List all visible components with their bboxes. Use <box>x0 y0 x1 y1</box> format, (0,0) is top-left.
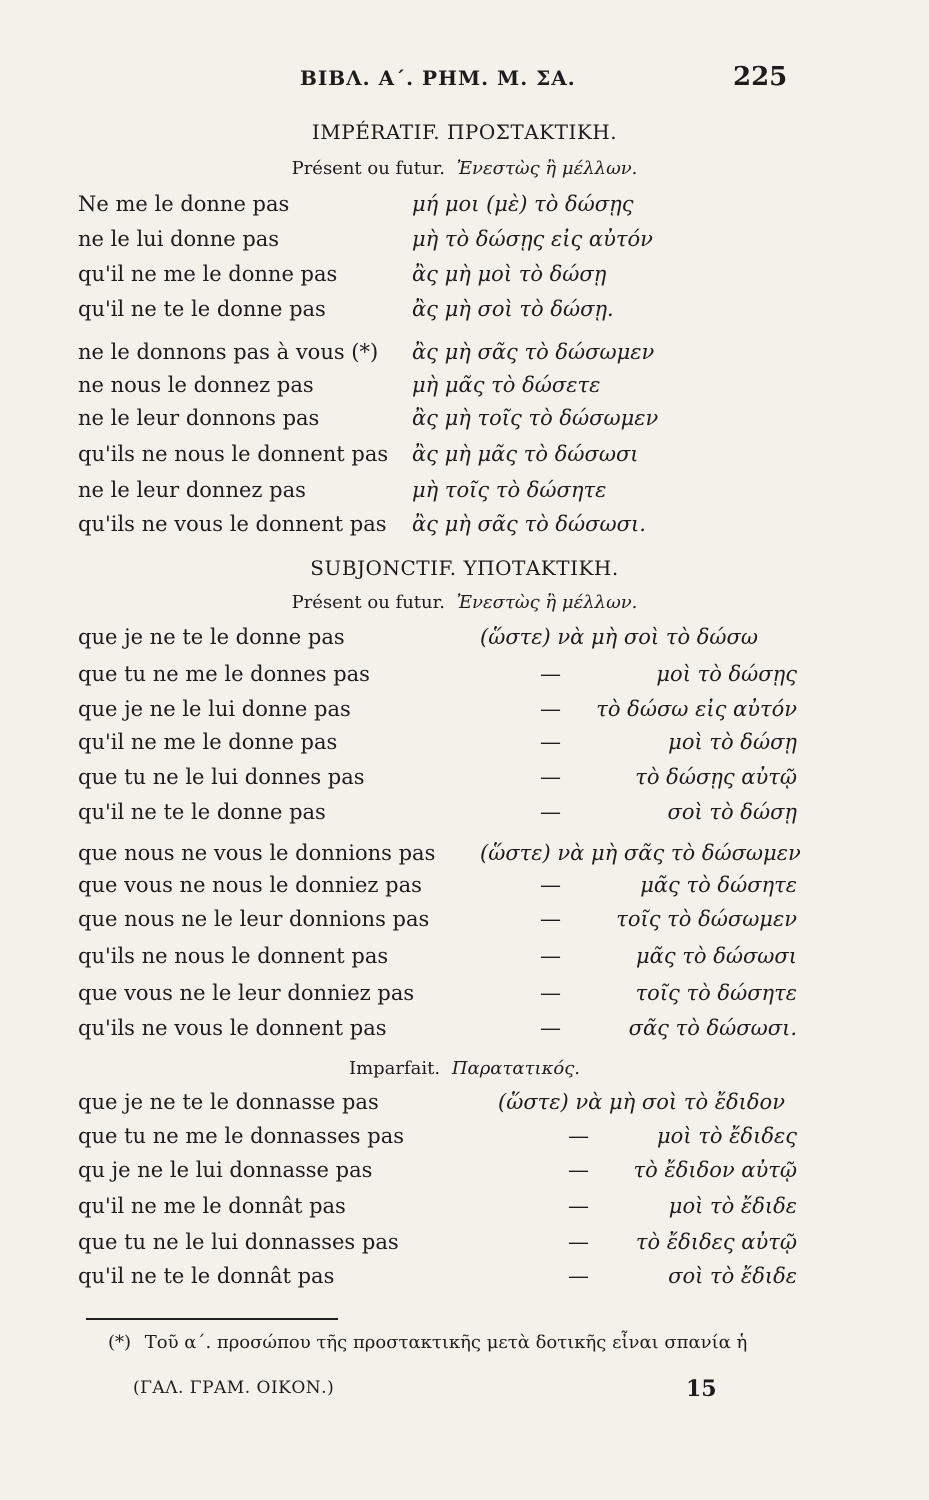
ditto-dash: — <box>568 1194 589 1218</box>
greek-form: μᾶς τὸ δώσητε <box>640 873 797 897</box>
footnote <box>108 1332 747 1353</box>
french-form: qu'il ne te le donne pas <box>78 800 326 824</box>
greek-form: μή μοι (μὲ) τὸ δώσῃς <box>412 192 634 216</box>
imperatif-heading: IMPÉRATIF. ΠΡΟΣΤΑΚΤΙΚΗ. <box>311 120 618 144</box>
greek-form: ἂς μὴ μᾶς τὸ δώσωσι <box>412 442 639 466</box>
ditto-dash: — <box>540 697 561 721</box>
subjonctif-tense-gr: Ἐνεστὼς ἢ μέλλων. <box>456 592 638 613</box>
greek-form: τὸ ἔδιδες αὐτῷ <box>635 1230 797 1254</box>
conjugation-row <box>0 873 929 907</box>
conjugation-row <box>0 227 929 261</box>
conjugation-row <box>0 373 929 407</box>
imperatif-tense-fr: Présent ou futur. <box>291 158 445 179</box>
conjugation-row <box>0 406 929 440</box>
imparfait-heading <box>0 1058 929 1079</box>
conjugation-row <box>0 512 929 546</box>
ditto-dash: — <box>540 662 561 686</box>
ditto-dash: — <box>540 944 561 968</box>
greek-form: τοῖς τὸ δώσητε <box>635 981 797 1005</box>
conjugation-row <box>0 1230 929 1264</box>
french-form: que vous ne nous le donniez pas <box>78 873 422 897</box>
conjugation-row <box>0 1124 929 1158</box>
imperatif-tense-gr: Ἐνεστὼς ἢ μέλλων. <box>456 158 638 179</box>
greek-form: τὸ ἔδιδον αὐτῷ <box>633 1158 797 1182</box>
french-form: qu'il ne me le donnât pas <box>78 1194 346 1218</box>
ditto-dash: — <box>568 1158 589 1182</box>
greek-form: σοὶ τὸ ἔδιδε <box>668 1264 797 1288</box>
greek-form: ἂς μὴ σᾶς τὸ δώσωσι. <box>412 512 646 536</box>
footnote-rule <box>86 1318 338 1320</box>
greek-form: ἂς μὴ σᾶς τὸ δώσωμεν <box>412 340 655 364</box>
conjugation-row <box>0 697 929 731</box>
french-form: qu'ils ne vous le donnent pas <box>78 1016 387 1040</box>
greek-form: μὴ τοῖς τὸ δώσητε <box>412 478 607 502</box>
sheet-number: 15 <box>686 1376 717 1402</box>
french-form: qu'il ne me le donne pas <box>78 262 338 286</box>
ditto-dash: — <box>540 907 561 931</box>
french-form: que tu ne le lui donnasses pas <box>78 1230 399 1254</box>
french-form: que vous ne le leur donniez pas <box>78 981 415 1005</box>
page-number: 225 <box>733 62 788 92</box>
signature-mark: (ΓΑΛ. ΓΡΑΜ. ΟΙΚΟΝ.) <box>133 1378 335 1398</box>
greek-form: μοὶ τὸ ἔδιδε <box>668 1194 797 1218</box>
french-form: ne le lui donne pas <box>78 227 280 251</box>
ditto-dash: — <box>540 1016 561 1040</box>
french-form: ne le leur donnons pas <box>78 406 320 430</box>
conjugation-row <box>0 662 929 696</box>
french-form: qu'ils ne nous le donnent pas <box>78 442 389 466</box>
french-form: que tu ne me le donnasses pas <box>78 1124 405 1148</box>
french-form: Ne me le donne pas <box>78 192 290 216</box>
french-form: que je ne te le donne pas <box>78 625 345 649</box>
greek-form: μοὶ τὸ ἔδιδες <box>657 1124 797 1148</box>
greek-form: μὴ τὸ δώσῃς εἰς αὐτόν <box>412 227 653 251</box>
french-form: ne nous le donnez pas <box>78 373 314 397</box>
conjugation-row <box>0 442 929 476</box>
conjugation-row <box>0 262 929 296</box>
greek-form: (ὥστε) νὰ μὴ σᾶς τὸ δώσωμεν <box>480 841 801 865</box>
subjonctif-heading: SUBJONCTIF. ΥΠΟΤΑΚΤΙΚΗ. <box>310 556 619 580</box>
conjugation-row <box>0 625 929 659</box>
french-form: que nous ne le leur donnions pas <box>78 907 430 931</box>
greek-form: τοῖς τὸ δώσωμεν <box>616 907 797 931</box>
conjugation-row <box>0 340 929 374</box>
french-form: ne le leur donnez pas <box>78 478 306 502</box>
footnote-text: Τοῦ α΄. προσώπου τῆς προστακτικῆς μετὰ δοτικῆς εἶναι σπανία ἡ <box>144 1332 748 1353</box>
conjugation-row <box>0 765 929 799</box>
conjugation-row <box>0 944 929 978</box>
conjugation-row <box>0 800 929 834</box>
greek-form: τὸ δώσῃς αὐτῷ <box>635 765 797 789</box>
ditto-dash: — <box>540 981 561 1005</box>
french-form: que je ne te le donnasse pas <box>78 1090 379 1114</box>
french-form: qu'ils ne vous le donnent pas <box>78 512 387 536</box>
conjugation-row <box>0 192 929 226</box>
greek-form: μοὶ τὸ δώσῃ <box>668 730 797 754</box>
conjugation-row <box>0 1090 929 1124</box>
french-form: qu'il ne me le donne pas <box>78 730 338 754</box>
subjonctif-tense <box>0 592 929 613</box>
ditto-dash: — <box>540 730 561 754</box>
running-head <box>0 62 929 96</box>
conjugation-row <box>0 981 929 1015</box>
subjonctif-tense-fr: Présent ou futur. <box>291 592 445 613</box>
greek-form: ἂς μὴ μοὶ τὸ δώσῃ <box>412 262 607 286</box>
greek-form: σοὶ τὸ δώσῃ <box>667 800 797 824</box>
greek-form: (ὥστε) νὰ μὴ σοὶ τὸ ἔδιδον <box>498 1090 785 1114</box>
conjugation-row <box>0 1016 929 1050</box>
greek-form: μὴ μᾶς τὸ δώσετε <box>412 373 601 397</box>
conjugation-row <box>0 478 929 512</box>
french-form: qu'ils ne nous le donnent pas <box>78 944 389 968</box>
footnote-mark: (*) <box>108 1332 132 1353</box>
greek-form: σᾶς τὸ δώσωσι. <box>628 1016 797 1040</box>
ditto-dash: — <box>568 1264 589 1288</box>
imperatif-tense <box>0 158 929 179</box>
conjugation-row <box>0 1264 929 1298</box>
conjugation-row <box>0 841 929 875</box>
ditto-dash: — <box>540 800 561 824</box>
conjugation-row <box>0 297 929 331</box>
greek-form: μᾶς τὸ δώσωσι <box>636 944 797 968</box>
french-form: qu'il ne te le donnât pas <box>78 1264 335 1288</box>
greek-form: τὸ δώσω εἰς αὐτόν <box>596 697 797 721</box>
greek-form: μοὶ τὸ δώσῃς <box>656 662 797 686</box>
ditto-dash: — <box>568 1124 589 1148</box>
greek-form: ἂς μὴ σοὶ τὸ δώσῃ. <box>412 297 614 321</box>
ditto-dash: — <box>540 873 561 897</box>
french-form: qu je ne le lui donnasse pas <box>78 1158 373 1182</box>
french-form: que nous ne vous le donnions pas <box>78 841 436 865</box>
conjugation-row <box>0 907 929 941</box>
ditto-dash: — <box>568 1230 589 1254</box>
conjugation-row <box>0 730 929 764</box>
french-form: que tu ne me le donnes pas <box>78 662 370 686</box>
french-form: qu'il ne te le donne pas <box>78 297 326 321</box>
ditto-dash: — <box>540 765 561 789</box>
conjugation-row <box>0 1158 929 1192</box>
running-head-title: ΒΙΒΛ. Α΄. ΡΗΜ. Μ. ΣΑ. <box>300 66 576 90</box>
french-form: que tu ne le lui donnes pas <box>78 765 365 789</box>
conjugation-row <box>0 1194 929 1228</box>
imparfait-heading-fr: Imparfait. <box>348 1058 441 1079</box>
page-footer <box>0 1376 929 1406</box>
greek-form: (ὥστε) νὰ μὴ σοὶ τὸ δώσω <box>480 625 758 649</box>
imparfait-heading-gr: Παρατατικός. <box>451 1058 581 1079</box>
greek-form: ἂς μὴ τοῖς τὸ δώσωμεν <box>412 406 659 430</box>
french-form: ne le donnons pas à vous (*) <box>78 340 379 364</box>
french-form: que je ne le lui donne pas <box>78 697 351 721</box>
